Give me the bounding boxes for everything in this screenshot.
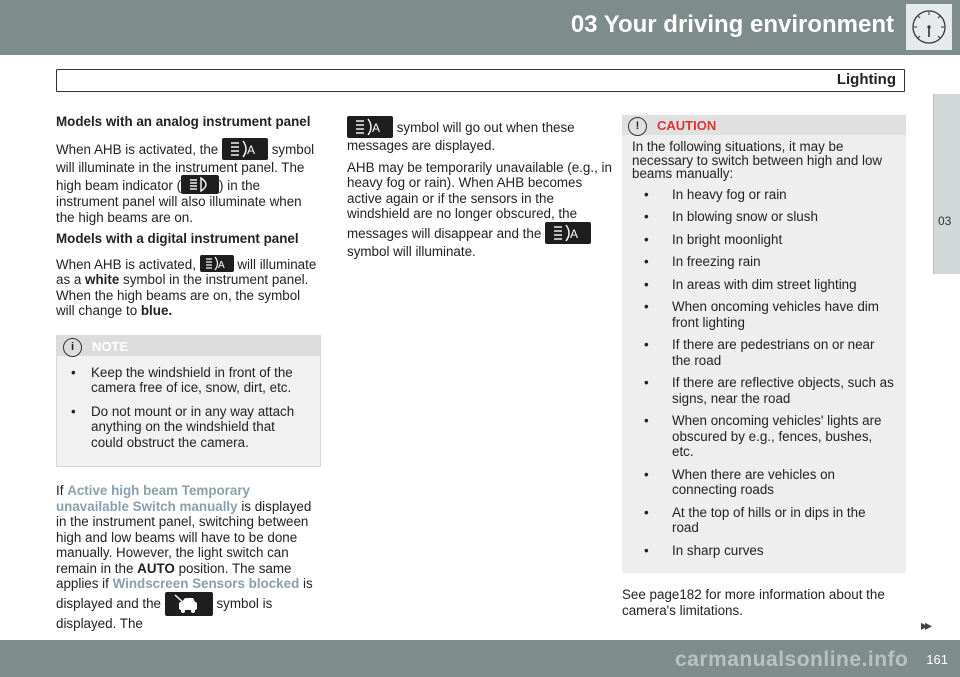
auto-high-beam-icon	[347, 116, 393, 138]
list-item: • In blowing snow or slush	[632, 209, 896, 225]
message-text: Active high beam Temporary unavailable Switch manually	[56, 483, 250, 514]
list-item: • In heavy fog or rain	[632, 187, 896, 203]
list-item: • In freezing rain	[632, 254, 896, 270]
auto-high-beam-icon	[222, 138, 268, 160]
text: symbol will go out when these messages are displayed.	[347, 120, 575, 153]
list-item: • Keep the windshield in front of the camera free of ice, snow, dirt, etc.	[67, 365, 310, 396]
page-number: 161	[926, 652, 948, 667]
message-text: Windscreen Sensors blocked	[112, 576, 300, 591]
text: AHB may be temporarily unavailable (e.g., in heavy fog or rain). When AHB becomes active again or if the sensors in the windshield are no longer obscured, the messages will disappear and the	[347, 159, 612, 241]
heading-digital: Models with a digital instrument panel	[56, 231, 299, 246]
speedometer-gauge-icon	[906, 4, 952, 50]
watermark: carmanualsonline.info	[675, 648, 909, 671]
emphasis-blue: blue.	[140, 303, 173, 318]
svg-text:A: A	[217, 259, 225, 271]
text: When AHB is activated, the	[56, 141, 219, 157]
text: is displayed in the instrument panel, switching between high and low beams will have to be done manually. However, the light switch can remain in the	[56, 498, 312, 576]
text: symbol is displayed. The	[56, 595, 273, 631]
list-item: • In sharp curves	[632, 543, 896, 559]
list-item: • At the top of hills or in dips in the road	[632, 505, 896, 536]
text: symbol will illuminate.	[347, 243, 476, 259]
list-item: • When there are vehicles on connecting roads	[632, 467, 896, 498]
list-item: • In bright moonlight	[632, 232, 896, 248]
auto-position: AUTO	[137, 560, 175, 576]
info-icon: i	[63, 338, 82, 357]
note-title: NOTE	[92, 338, 129, 354]
svg-text:A: A	[570, 226, 579, 241]
list-item: • If there are reflective objects, such as signs, near the road	[632, 375, 896, 406]
svg-text:A: A	[247, 142, 256, 157]
paragraph-unavailable	[347, 160, 617, 260]
paragraph-messages	[56, 483, 321, 631]
caution-box	[622, 115, 906, 573]
paragraph-digital	[56, 255, 321, 319]
text: If	[56, 483, 64, 498]
chapter-title: 03 Your driving environment	[570, 11, 894, 38]
text: When AHB is activated,	[56, 256, 196, 272]
caution-header	[622, 115, 906, 135]
next-page-arrows: ▸▸	[921, 617, 930, 633]
auto-high-beam-icon	[200, 255, 234, 272]
column-middle	[347, 116, 617, 265]
list-item: • When oncoming vehicles have dim front lighting	[632, 299, 896, 330]
paragraph-symbol-off	[347, 116, 617, 154]
page-footer	[0, 640, 960, 677]
svg-text:A: A	[372, 121, 381, 135]
emphasis-white: white	[85, 272, 120, 287]
note-box	[56, 335, 321, 468]
list-item: • In areas with dim street lighting	[632, 277, 896, 293]
text: will illuminate as a	[56, 256, 317, 287]
list-item: • If there are pedestrians on or near the road	[632, 337, 896, 368]
list-item: • Do not mount or in any way attach anything on the windshield that could obstruct the camera.	[67, 404, 310, 451]
text: ) in the instrument panel will also illuminate when the high beams are on.	[56, 178, 302, 225]
windscreen-sensor-blocked-icon	[165, 592, 213, 616]
caution-body	[622, 135, 906, 573]
list-item: • When oncoming vehicles' lights are obscured by e.g., fences, bushes, etc.	[632, 413, 896, 460]
heading-analog: Models with an analog instrument panel	[56, 114, 311, 129]
section-title: Lighting	[836, 71, 896, 88]
text: is displayed and the	[56, 576, 313, 611]
caution-intro: In the following situations, it may be necessary to switch between high and low beams manually:	[632, 139, 883, 181]
column-left	[56, 114, 321, 637]
text: symbol will illuminate in the instrument panel. The high beam indicator (	[56, 141, 315, 193]
caution-title: CAUTION	[657, 118, 717, 133]
high-beam-indicator-icon	[181, 175, 219, 194]
section-bar	[56, 69, 905, 92]
note-body	[57, 356, 320, 467]
chapter-side-tab	[933, 94, 960, 274]
exclamation-icon: !	[628, 117, 647, 136]
auto-high-beam-icon	[545, 222, 591, 244]
paragraph-analog	[56, 138, 321, 226]
chapter-header	[0, 0, 960, 55]
see-also-text: See page182 for more information about the camera's limitations.	[622, 587, 885, 618]
note-header	[57, 336, 320, 356]
text: symbol in the instrument panel. When the high beams are on, the symbol will change to	[56, 272, 309, 318]
column-right	[622, 115, 906, 624]
text: position. The same applies if	[56, 560, 292, 591]
side-tab-label: 03	[938, 214, 952, 228]
